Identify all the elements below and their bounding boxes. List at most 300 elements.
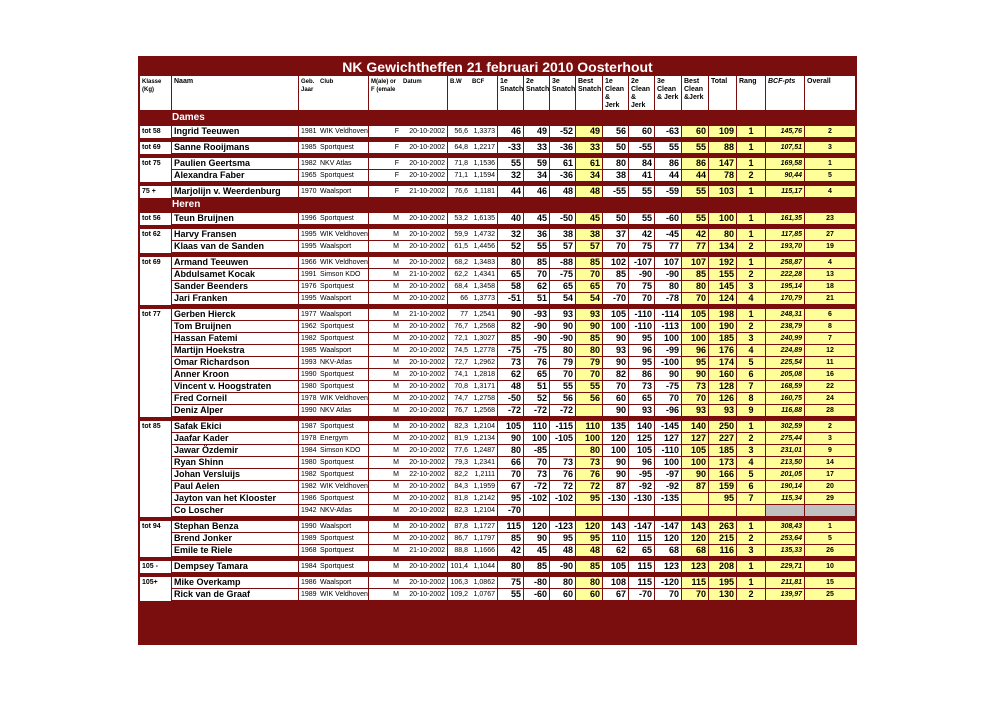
cell-overall: 8 <box>805 321 855 332</box>
cell-datum: 20-10-2002 <box>401 333 447 344</box>
cell-bs: 95 <box>576 533 602 544</box>
cell-datum: 20-10-2002 <box>401 577 447 588</box>
cell-gebjaar: 1977 <box>301 311 317 318</box>
cell-gebjaar: 1982 <box>301 471 317 478</box>
cell-club: NKV-Atlas <box>318 505 368 516</box>
cell-total: 160 <box>709 369 736 380</box>
cell-mf: M <box>369 393 401 404</box>
cell-s2: 59 <box>524 158 549 169</box>
cell-datum: 21-10-2002 <box>401 269 447 280</box>
lifter-name: Tom Bruijnen <box>172 321 298 332</box>
cell-c3: 55 <box>655 142 681 153</box>
cell-gebjaar: 1996 <box>301 215 317 222</box>
cell-datum: 20-10-2002 <box>401 457 447 468</box>
cell-s1: 90 <box>498 309 523 320</box>
cell-gebjaar: 1980 <box>301 383 317 390</box>
cell-total: 159 <box>709 481 736 492</box>
cell-rang: 1 <box>737 561 765 572</box>
cell-mf: M <box>369 309 401 320</box>
cell-c2: 65 <box>629 545 654 556</box>
header-s2: 2e Snatch <box>524 76 549 110</box>
cell-bc: 105 <box>682 309 708 320</box>
cell-overall: 25 <box>805 589 855 600</box>
cell-c1: 85 <box>603 269 628 280</box>
header-club: Club <box>318 76 368 110</box>
cell-overall: 1 <box>805 521 855 532</box>
cell-bs: 80 <box>576 577 602 588</box>
lifter-name: Sander Beenders <box>172 281 298 292</box>
cell-bcf: 1,2217 <box>470 142 497 153</box>
cell-overall: 28 <box>805 405 855 416</box>
cell-s3: 72 <box>550 481 575 492</box>
lifter-name: Rick van de Graaf <box>172 589 298 600</box>
cell-c2: 115 <box>629 577 654 588</box>
cell-c2: -70 <box>629 589 654 600</box>
cell-overall: 2 <box>805 421 855 432</box>
cell-overall: 24 <box>805 393 855 404</box>
cell-c1: 90 <box>603 457 628 468</box>
cell-c3: -45 <box>655 229 681 240</box>
cell-s2: 51 <box>524 293 549 304</box>
cell-pts: 135,33 <box>766 545 804 556</box>
cell-pts: 248,31 <box>766 309 804 320</box>
cell-s3: 79 <box>550 357 575 368</box>
cell-gebjaar: 1987 <box>301 423 317 430</box>
cell-rang: 6 <box>737 481 765 492</box>
cell-c3: 80 <box>655 281 681 292</box>
cell-c2: -107 <box>629 257 654 268</box>
cell-s3: 76 <box>550 469 575 480</box>
cell-s2: -90 <box>524 321 549 332</box>
cell-bc <box>682 505 708 516</box>
cell-rang: 2 <box>737 269 765 280</box>
cell-gebjaar: 1986 <box>301 579 317 586</box>
cell-bcf: 1,1727 <box>470 521 497 532</box>
cell-bcf: 1,2778 <box>470 345 497 356</box>
cell-bw: 74,1 <box>448 369 470 380</box>
lifter-name: Fred Corneil <box>172 393 298 404</box>
cell-c2: -90 <box>629 269 654 280</box>
cell-rang: 1 <box>737 577 765 588</box>
cell-c3: -147 <box>655 521 681 532</box>
cell-c2: -147 <box>629 521 654 532</box>
cell-c2: 55 <box>629 213 654 224</box>
cell-gebjaar: 1995 <box>301 295 317 302</box>
cell-bcf: 1,2758 <box>470 393 497 404</box>
header-pts: BCF-pts <box>766 76 804 110</box>
cell-s2: 55 <box>524 241 549 252</box>
lifter-name: Alexandra Faber <box>172 170 298 181</box>
cell-s1: 73 <box>498 357 523 368</box>
cell-bw: 77,6 <box>448 445 470 456</box>
cell-bw: 62,2 <box>448 269 470 280</box>
cell-bw: 76,7 <box>448 405 470 416</box>
cell-rang: 2 <box>737 589 765 600</box>
cell-c1: -70 <box>603 293 628 304</box>
cell-total: 100 <box>709 213 736 224</box>
cell-bc: 55 <box>682 186 708 197</box>
cell-s3: 80 <box>550 345 575 356</box>
cell-total: 155 <box>709 269 736 280</box>
cell-s1: 42 <box>498 545 523 556</box>
cell-c2: 42 <box>629 229 654 240</box>
cell-pts: 205,08 <box>766 369 804 380</box>
cell-pts: 225,54 <box>766 357 804 368</box>
cell-overall: 3 <box>805 433 855 444</box>
cell-c2: 93 <box>629 405 654 416</box>
cell-bw: 101,4 <box>448 561 470 572</box>
cell-total: 109 <box>709 126 736 137</box>
lifter-name: Jawar Özdemir <box>172 445 298 456</box>
cell-datum: 20-10-2002 <box>401 369 447 380</box>
cell-mf: F <box>369 170 401 181</box>
cell-c1 <box>603 505 628 516</box>
cell-mf: F <box>369 126 401 137</box>
cell-bw: 74,5 <box>448 345 470 356</box>
lifter-name: Abdulsamet Kocak <box>172 269 298 280</box>
cell-datum: 20-10-2002 <box>401 345 447 356</box>
cell-club: Sportquest <box>318 333 368 344</box>
header-bw: B.W <box>448 76 470 110</box>
cell-s1: 65 <box>498 269 523 280</box>
cell-s1: -72 <box>498 405 523 416</box>
cell-c2: 105 <box>629 445 654 456</box>
cell-total: 126 <box>709 393 736 404</box>
cell-total: 116 <box>709 545 736 556</box>
lifter-name: Vincent v. Hoogstraten <box>172 381 298 392</box>
cell-pts: 275,44 <box>766 433 804 444</box>
cell-mf: M <box>369 369 401 380</box>
cell-club: Sportquest <box>318 213 368 224</box>
cell-c3: -100 <box>655 357 681 368</box>
cell-s3: 38 <box>550 229 575 240</box>
lifter-name: Ryan Shinn <box>172 457 298 468</box>
class-label: tot 58 <box>140 126 171 138</box>
cell-c1: 110 <box>603 533 628 544</box>
cell-pts: 190,14 <box>766 481 804 492</box>
cell-overall: 1 <box>805 158 855 169</box>
cell-s2: 49 <box>524 126 549 137</box>
cell-s1: 32 <box>498 229 523 240</box>
cell-c1: 62 <box>603 545 628 556</box>
cell-s1: 48 <box>498 381 523 392</box>
cell-total: 78 <box>709 170 736 181</box>
cell-c3: -90 <box>655 269 681 280</box>
lifter-name: Marjolijn v. Weerdenburg <box>172 186 298 197</box>
cell-datum: 20-10-2002 <box>401 281 447 292</box>
cell-datum: 20-10-2002 <box>401 481 447 492</box>
cell-rang: 1 <box>737 213 765 224</box>
cell-bcf: 1,2568 <box>470 321 497 332</box>
cell-c3: -59 <box>655 186 681 197</box>
class-label: tot 69 <box>140 257 171 305</box>
cell-c2: 73 <box>629 381 654 392</box>
cell-datum: 21-10-2002 <box>401 186 447 197</box>
cell-bw: 72,1 <box>448 333 470 344</box>
cell-c2: 95 <box>629 333 654 344</box>
cell-c2: 65 <box>629 393 654 404</box>
cell-bc: 96 <box>682 345 708 356</box>
cell-overall: 17 <box>805 469 855 480</box>
cell-total: 93 <box>709 405 736 416</box>
cell-club: Waalsport <box>318 521 368 532</box>
cell-overall: 20 <box>805 481 855 492</box>
cell-total: 263 <box>709 521 736 532</box>
lifter-name: Co Loscher <box>172 505 298 516</box>
cell-s3: -52 <box>550 126 575 137</box>
cell-bs: 38 <box>576 229 602 240</box>
cell-c1: -130 <box>603 493 628 504</box>
cell-bcf: 1,2341 <box>470 457 497 468</box>
cell-gebjaar: 1990 <box>301 407 317 414</box>
cell-pts: 170,79 <box>766 293 804 304</box>
cell-club: Sportquest <box>318 493 368 504</box>
cell-mf: M <box>369 257 401 268</box>
cell-s2: 110 <box>524 421 549 432</box>
cell-total: 134 <box>709 241 736 252</box>
cell-c3: -145 <box>655 421 681 432</box>
cell-rang: 5 <box>737 357 765 368</box>
cell-s2: 85 <box>524 561 549 572</box>
cell-s1: 46 <box>498 126 523 137</box>
cell-s3: -88 <box>550 257 575 268</box>
cell-bw: 84,3 <box>448 481 470 492</box>
cell-club: Sportquest <box>318 170 368 181</box>
cell-bc: 55 <box>682 142 708 153</box>
cell-s3: -75 <box>550 269 575 280</box>
cell-bw: 72,7 <box>448 357 470 368</box>
cell-pts: 229,71 <box>766 561 804 572</box>
cell-bs: 79 <box>576 357 602 368</box>
cell-club: Sportquest <box>318 533 368 544</box>
cell-gebjaar: 1985 <box>301 144 317 151</box>
cell-bs: 60 <box>576 589 602 600</box>
cell-bc: 105 <box>682 445 708 456</box>
cell-c1: 143 <box>603 521 628 532</box>
cell-bs: 70 <box>576 269 602 280</box>
cell-mf: M <box>369 213 401 224</box>
cell-overall: 5 <box>805 170 855 181</box>
cell-c1: 120 <box>603 433 628 444</box>
cell-s2: 90 <box>524 533 549 544</box>
cell-mf: M <box>369 269 401 280</box>
cell-gebjaar: 1989 <box>301 591 317 598</box>
cell-gebjaar: 1976 <box>301 283 317 290</box>
cell-mf: M <box>369 545 401 556</box>
cell-rang: 2 <box>737 170 765 181</box>
cell-rang: 4 <box>737 457 765 468</box>
header-naam: Naam <box>172 76 298 110</box>
cell-datum: 20-10-2002 <box>401 405 447 416</box>
cell-mf: M <box>369 469 401 480</box>
cell-bw: 68,4 <box>448 281 470 292</box>
cell-club: Waalsport <box>318 577 368 588</box>
cell-c1: 90 <box>603 405 628 416</box>
cell-bcf: 1,2541 <box>470 309 497 320</box>
cell-overall: 11 <box>805 357 855 368</box>
cell-bc: 80 <box>682 281 708 292</box>
cell-mf: M <box>369 229 401 240</box>
cell-total: 176 <box>709 345 736 356</box>
cell-club: Sportquest <box>318 369 368 380</box>
cell-c1: 80 <box>603 158 628 169</box>
section-dames: Dames <box>172 112 205 123</box>
cell-bw: 53,2 <box>448 213 470 224</box>
cell-bcf: 1,2487 <box>470 445 497 456</box>
lifter-name: Anner Kroon <box>172 369 298 380</box>
lifter-name: Emile te Riele <box>172 545 298 556</box>
cell-bw: 61,5 <box>448 241 470 252</box>
cell-pts: 139,97 <box>766 589 804 600</box>
cell-mf: M <box>369 505 401 516</box>
cell-club: Sportquest <box>318 469 368 480</box>
cell-c2: -55 <box>629 142 654 153</box>
lifter-name: Sanne Rooijmans <box>172 142 298 153</box>
cell-bs: 54 <box>576 293 602 304</box>
cell-c3: 120 <box>655 533 681 544</box>
cell-bc: 73 <box>682 381 708 392</box>
cell-overall: 13 <box>805 269 855 280</box>
cell-bcf: 1,3027 <box>470 333 497 344</box>
cell-bs: 48 <box>576 545 602 556</box>
cell-rang: 2 <box>737 533 765 544</box>
cell-club: Sportquest <box>318 421 368 432</box>
cell-datum: 20-10-2002 <box>401 445 447 456</box>
cell-total: 173 <box>709 457 736 468</box>
cell-mf: M <box>369 281 401 292</box>
cell-c1: 100 <box>603 321 628 332</box>
cell-gebjaar: 1985 <box>301 347 317 354</box>
cell-datum: 20-10-2002 <box>401 213 447 224</box>
cell-datum: 20-10-2002 <box>401 142 447 153</box>
cell-rang <box>737 505 765 516</box>
header-s1: 1e Snatch <box>498 76 523 110</box>
cell-s2: 73 <box>524 469 549 480</box>
cell-c1: -55 <box>603 186 628 197</box>
class-label: 105+ <box>140 577 171 601</box>
cell-c1: 56 <box>603 126 628 137</box>
cell-bs: 85 <box>576 561 602 572</box>
class-label: 75 + <box>140 186 171 198</box>
cell-s1: 75 <box>498 577 523 588</box>
cell-club: WIK Veldhoven <box>320 128 368 135</box>
cell-overall: 4 <box>805 257 855 268</box>
cell-s3: 57 <box>550 241 575 252</box>
cell-rang: 1 <box>737 186 765 197</box>
cell-gebjaar: 1981 <box>301 128 317 135</box>
cell-bs: 33 <box>576 142 602 153</box>
cell-overall: 4 <box>805 186 855 197</box>
cell-mf: M <box>369 345 401 356</box>
cell-datum: 20-10-2002 <box>401 493 447 504</box>
cell-c2: 96 <box>629 345 654 356</box>
cell-bcf: 1,3171 <box>470 381 497 392</box>
cell-c3: -97 <box>655 469 681 480</box>
cell-bcf: 1,0767 <box>470 589 497 600</box>
cell-bc: 123 <box>682 561 708 572</box>
cell-bs: 55 <box>576 381 602 392</box>
cell-overall: 2 <box>805 126 855 137</box>
cell-pts: 193,70 <box>766 241 804 252</box>
cell-s3: -105 <box>550 433 575 444</box>
cell-c1: 87 <box>603 481 628 492</box>
cell-datum: 20-10-2002 <box>401 170 447 181</box>
cell-rang: 9 <box>737 405 765 416</box>
cell-s3: -90 <box>550 333 575 344</box>
cell-gebjaar: 1965 <box>301 172 317 179</box>
cell-s3: 95 <box>550 533 575 544</box>
cell-bc: 87 <box>682 481 708 492</box>
cell-total: 95 <box>709 493 736 504</box>
cell-gebjaar: 1995 <box>301 231 317 238</box>
cell-gebjaar: 1993 <box>301 359 317 366</box>
cell-c1: 93 <box>603 345 628 356</box>
cell-datum: 20-10-2002 <box>401 393 447 404</box>
cell-c3: -135 <box>655 493 681 504</box>
cell-s2: 62 <box>524 281 549 292</box>
cell-datum: 20-10-2002 <box>401 321 447 332</box>
cell-s1: 32 <box>498 170 523 181</box>
cell-s1: -75 <box>498 345 523 356</box>
cell-c3: 100 <box>655 333 681 344</box>
cell-datum: 20-10-2002 <box>401 561 447 572</box>
cell-bc: 55 <box>682 213 708 224</box>
cell-pts: 107,51 <box>766 142 804 153</box>
cell-s2: 51 <box>524 381 549 392</box>
cell-bc: 42 <box>682 229 708 240</box>
cell-c2: 41 <box>629 170 654 181</box>
header-datum: Datum <box>401 76 447 110</box>
cell-club: WIK Veldhoven <box>320 231 368 238</box>
cell-pts: 308,43 <box>766 521 804 532</box>
cell-bcf: 1,2134 <box>470 433 497 444</box>
cell-pts: 258,87 <box>766 257 804 268</box>
cell-club: Sportquest <box>318 457 368 468</box>
cell-bcf: 1,4456 <box>470 241 497 252</box>
cell-mf: M <box>369 381 401 392</box>
cell-pts: 90,44 <box>766 170 804 181</box>
cell-c2: 55 <box>629 186 654 197</box>
cell-overall: 10 <box>805 561 855 572</box>
header-bs: Best Snatch <box>576 76 602 110</box>
cell-datum: 20-10-2002 <box>401 381 447 392</box>
cell-s1: 40 <box>498 213 523 224</box>
cell-c1: 105 <box>603 561 628 572</box>
cell-pts: 195,14 <box>766 281 804 292</box>
cell-club: Sportquest <box>318 142 368 153</box>
cell-c3: -78 <box>655 293 681 304</box>
cell-pts <box>766 505 804 516</box>
cell-datum: 20-10-2002 <box>401 257 447 268</box>
cell-rang: 1 <box>737 229 765 240</box>
cell-c1: 67 <box>603 589 628 600</box>
cell-c1: 50 <box>603 213 628 224</box>
cell-total: 185 <box>709 333 736 344</box>
cell-c2: 86 <box>629 369 654 380</box>
cell-total: 128 <box>709 381 736 392</box>
cell-s1: 67 <box>498 481 523 492</box>
header-c2: 2e Clean & Jerk <box>629 76 654 110</box>
cell-pts: 201,05 <box>766 469 804 480</box>
cell-bcf: 1,2568 <box>470 405 497 416</box>
cell-s2: 33 <box>524 142 549 153</box>
cell-datum: 20-10-2002 <box>401 158 447 169</box>
cell-bs: 49 <box>576 126 602 137</box>
cell-datum: 21-10-2002 <box>401 545 447 556</box>
cell-bc: 140 <box>682 421 708 432</box>
cell-club: WIK Veldhoven <box>320 395 368 402</box>
cell-overall: 14 <box>805 457 855 468</box>
